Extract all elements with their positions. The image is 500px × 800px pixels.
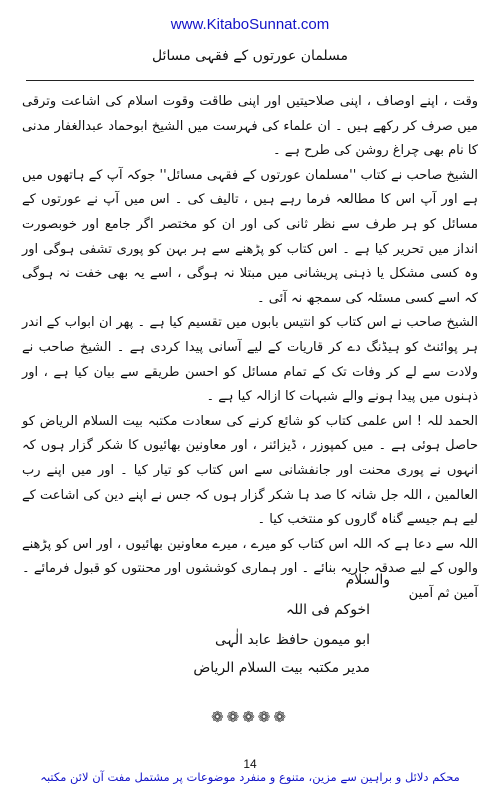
- header-divider: [26, 80, 474, 81]
- page-number: 14: [243, 757, 257, 771]
- signature-closing: والسلام: [345, 572, 390, 588]
- paragraph-1: وقت ، اپنے اوصاف ، اپنی صلاحیتیں اور اپنی طاقت وقوت اسلام کی اشاعت وترقی میں صرف کر رکھے ہیں ۔ ان علماء کی فہرست میں الشیخ ابوحماد عبدالغفار مدنی کا نام بھی چراغ روشن کی طرح ہے ۔: [22, 94, 478, 159]
- running-title: مسلمان عورتوں کے فقہی مسائل: [151, 48, 349, 64]
- site-url[interactable]: www.KitaboSunnat.com: [170, 16, 330, 33]
- paragraph-5: اللہ سے دعا ہے کہ اللہ اس کتاب کو میرے ، میرے معاونین بھائیوں ، اور اس کو پڑھنے والوں کے لیے صدقہ جاریہ بنائے ۔ اور ہماری کوششوں اور محنتوں کو قبول فرمائے ۔ آمین ثم آمین: [22, 536, 478, 601]
- signature-name: ابو میمون حافظ عابد الٰہی: [215, 632, 370, 648]
- footer-tagline: محکم دلائل و براہین سے مزین، متنوع و منفرد موضوعات پر مشتمل مفت آن لائن مکتبہ: [40, 770, 460, 784]
- page-body: [22, 90, 478, 606]
- signature-title: مدیر مکتبہ بیت السلام الریاض: [193, 660, 370, 676]
- paragraph-3: الشیخ صاحب نے اس کتاب کو انتیس بابوں میں تقسیم کیا ہے ۔ پھر ان ابواب کے اندر ہر پوائنٹ کو ہیڈنگ دے کر قاریات کے لیے آسانی پیدا کردی ہے ۔ الشیخ صاحب نے ولادت سے لے کر وفات تک کے تمام مسائل کو احسن طریقے سے بیان کیا ہے ، اور ذہنوں میں پیدا ہونے والے شبہات کا ازالہ کیا ہے ۔: [22, 315, 478, 405]
- paragraph-2: الشیخ صاحب نے کتاب ''مسلمان عورتوں کے فقہی مسائل'' جوکہ آپ کے ہاتھوں میں ہے اور آپ اس کا مطالعہ فرما رہے ہیں ، تالیف کی ۔ اس میں آپ نے عورتوں کے مسائل کو ہر طرف سے نظر ثانی کی اور ان کو مختصر اگر جامع اور خوبصورت انداز میں تحریر کیا ہے ۔ اس کتاب کو پڑھنے سے ہر بہن کو پوری تشفی ہوگی اور وہ کسی مشکل یا ذہنی پریشانی میں مبتلا نہ ہوگی ، اسے یہ بھی خفت نہ ہوگی کہ اسے کسی مسئلہ کی سمجھ نہ آئی ۔: [22, 167, 478, 306]
- paragraph-4: الحمد للہ ! اس علمی کتاب کو شائع کرنے کی سعادت مکتبہ بیت السلام الریاض کو حاصل ہوئی ہے ۔ میں کمپوزر ، ڈیزائنر ، اور معاونین بھائیوں کا شکر گزار ہوں کہ انہوں نے پوری محنت اور جانفشانی سے اس کتاب کو تیار کیا ۔ اور میں اپنے رب العالمین ، اللہ جل شانہ کا صد ہا شکر گزار ہوں کہ جس نے اپنے دین کی اشاعت کے لیے ہم جیسے گناہ گاروں کو منتخب کیا ۔: [22, 413, 478, 528]
- signature-brother: اخوکم فی اللہ: [285, 602, 370, 618]
- ornament-divider: ❁❁❁❁❁: [211, 708, 289, 726]
